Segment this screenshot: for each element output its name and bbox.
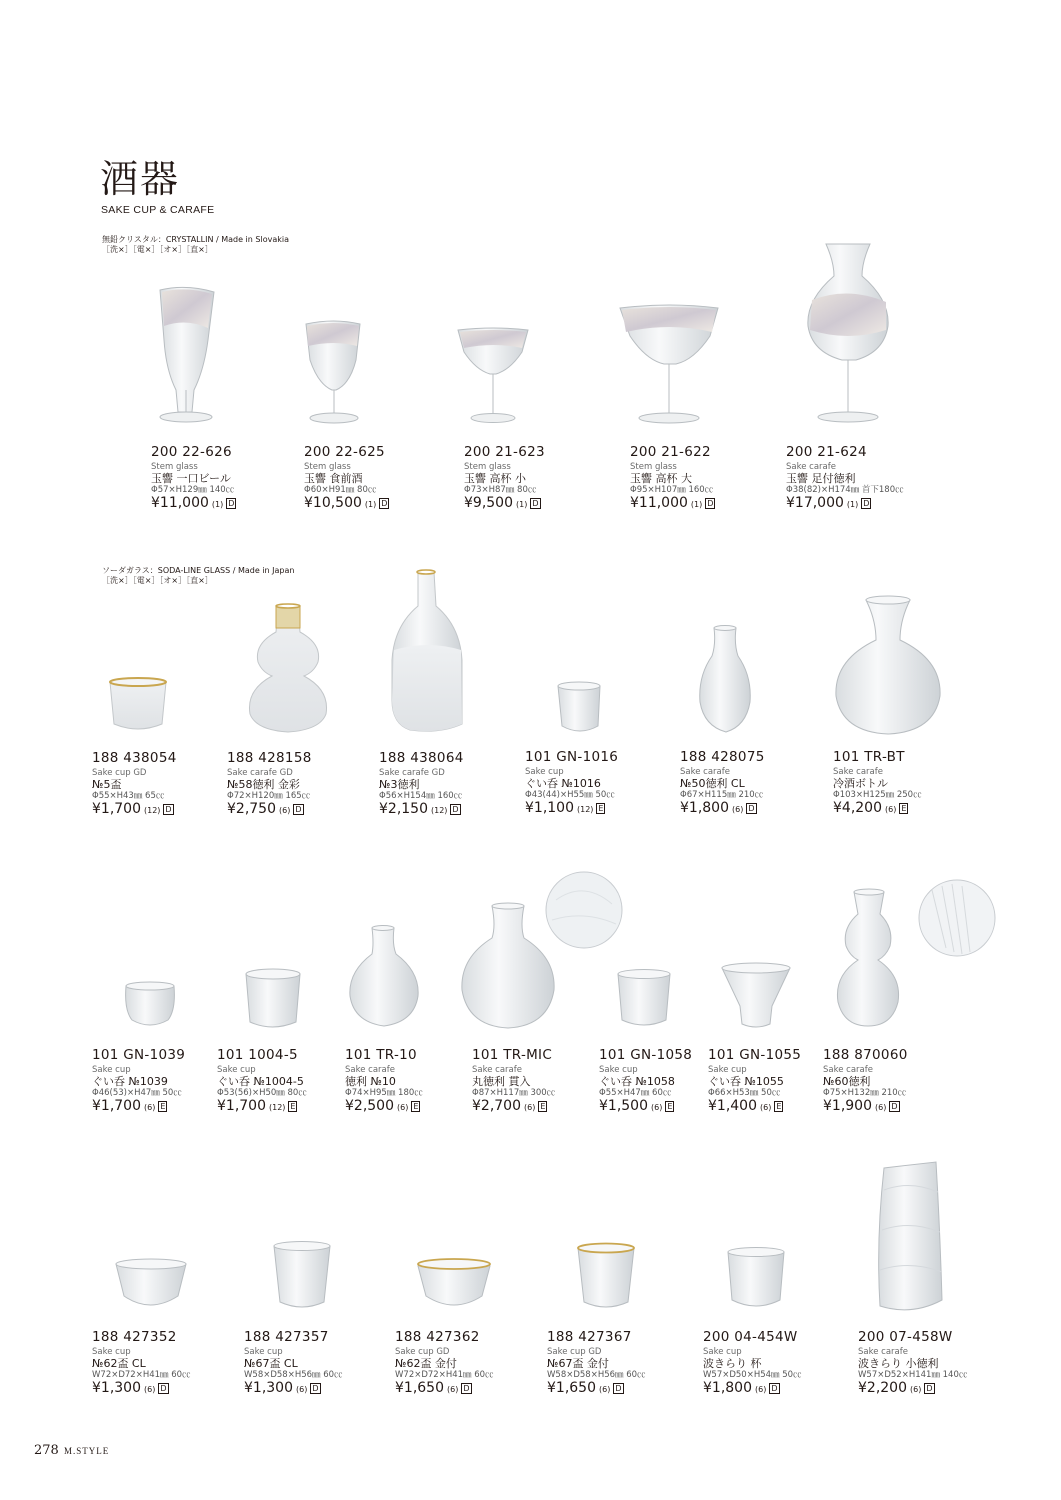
- product-name: 玉響 食前酒: [304, 472, 363, 485]
- detail-circle-870060: [919, 880, 995, 956]
- product-code: 101 GN-1058: [599, 1047, 693, 1063]
- product-name: №58徳利 金彩: [227, 778, 300, 791]
- product-price: ¥1,400: [708, 1098, 757, 1114]
- product-name: №62盃 金付: [395, 1357, 457, 1370]
- material-line: ソーダガラス：SODA-LINE GLASS / Made in Japan: [102, 566, 295, 575]
- product-101-gn-1039: [92, 1047, 185, 1116]
- glass-200-04-454w: [728, 1248, 784, 1307]
- product-name: №62盃 CL: [92, 1357, 146, 1370]
- grade-badge: D: [926, 1384, 933, 1393]
- product-name: ぐい呑 №1039: [92, 1075, 168, 1088]
- glass-101-gn-1055: [722, 963, 790, 1027]
- product-name: №50徳利 CL: [680, 777, 745, 790]
- grade-badge: E: [901, 804, 907, 813]
- grade-badge: E: [290, 1102, 296, 1111]
- glass-101-tr-bt: [836, 596, 940, 734]
- product-type: Stem glass: [630, 462, 677, 472]
- product-101-gn-1055: [708, 1047, 801, 1116]
- product-type: Sake carafe: [472, 1065, 522, 1075]
- product-code: 101 GN-1016: [525, 749, 619, 765]
- product-price: ¥2,200: [858, 1380, 907, 1396]
- product-price: ¥2,150: [379, 801, 428, 817]
- grade-badge: D: [381, 499, 388, 508]
- grade-badge: E: [413, 1102, 419, 1111]
- product-type: Sake carafe: [833, 767, 883, 777]
- product-name: 波きらり 小徳利: [858, 1357, 939, 1370]
- product-type: Stem glass: [464, 462, 511, 472]
- product-code: 188 427362: [395, 1329, 480, 1345]
- product-name: 玉響 足付徳利: [786, 472, 856, 485]
- grade-badge: D: [228, 499, 235, 508]
- product-type: Sake cup: [244, 1347, 283, 1357]
- product-188-427352: [92, 1329, 191, 1398]
- product-name: ぐい呑 №1058: [599, 1075, 675, 1088]
- grade-badge: D: [748, 804, 755, 813]
- product-qty: (6): [755, 1385, 767, 1394]
- product-code: 200 21-622: [630, 444, 711, 460]
- care-line: ［洗×］［電×］［オ×］［直×］: [102, 576, 213, 585]
- product-101-gn-1058: [599, 1047, 692, 1116]
- product-qty: (6): [397, 1103, 409, 1112]
- grade-badge: D: [463, 1384, 470, 1393]
- grade-badge: D: [532, 499, 539, 508]
- product-type: Sake cup GD: [547, 1347, 602, 1357]
- grade-badge: E: [776, 1102, 782, 1111]
- product-qty: (1): [690, 500, 703, 509]
- glass-188-427352: [116, 1259, 186, 1305]
- product-188-428158: [227, 750, 312, 819]
- product-qty: (6): [599, 1385, 611, 1394]
- product-price: ¥1,650: [547, 1380, 596, 1396]
- product-code: 101 TR-MIC: [472, 1047, 553, 1063]
- glass-101-gn-1039: [126, 982, 175, 1025]
- product-price: ¥1,700: [92, 1098, 141, 1114]
- product-qty: (6): [296, 1385, 308, 1394]
- product-type: Sake carafe GD: [227, 768, 293, 778]
- product-code: 188 870060: [823, 1047, 908, 1063]
- page-number: 278: [34, 1443, 59, 1458]
- grade-badge: D: [771, 1384, 778, 1393]
- page-subtitle: SAKE CUP & CARAFE: [101, 204, 215, 216]
- product-price: ¥1,500: [599, 1098, 648, 1114]
- product-type: Sake cup: [217, 1065, 256, 1075]
- product-code: 200 07-458W: [858, 1329, 953, 1345]
- product-type: Sake cup GD: [395, 1347, 450, 1357]
- product-200-22-626: [151, 444, 236, 513]
- product-size: Φ38(82)×H174㎜ 首下180㏄: [786, 485, 904, 495]
- product-price: ¥1,700: [92, 801, 141, 817]
- product-code: 200 04-454W: [703, 1329, 798, 1345]
- product-code: 101 GN-1039: [92, 1047, 186, 1063]
- product-size: Φ55×H43㎜ 65㏄: [92, 791, 165, 801]
- glass-200-21-623: [458, 328, 528, 423]
- grade-badge: D: [165, 805, 172, 814]
- product-price: ¥11,000: [630, 495, 688, 511]
- page-title: 酒器: [100, 157, 181, 201]
- glass-101-tr-mic: [462, 903, 554, 1028]
- detail-circle-tr-mic: [546, 872, 622, 948]
- product-code: 200 22-626: [151, 444, 232, 460]
- glass-188-428075: [700, 626, 751, 733]
- product-qty: (6): [279, 806, 291, 815]
- product-type: Sake cup: [599, 1065, 638, 1075]
- product-name: №67盃 金付: [547, 1357, 609, 1370]
- glass-101-gn-1016: [558, 682, 600, 731]
- product-200-21-624: [786, 444, 904, 513]
- glass-200-21-624: [808, 244, 888, 422]
- product-type: Stem glass: [304, 462, 351, 472]
- glass-188-427357: [274, 1242, 330, 1308]
- product-qty: (1): [211, 500, 224, 509]
- product-200-07-458w: [858, 1329, 967, 1398]
- product-type: Sake carafe: [823, 1065, 873, 1075]
- product-size: Φ73×H87㎜ 80㏄: [464, 485, 537, 495]
- product-code: 101 TR-10: [345, 1047, 417, 1063]
- product-188-870060: [823, 1047, 908, 1116]
- product-price: ¥1,800: [703, 1380, 752, 1396]
- product-code: 188 428158: [227, 750, 312, 766]
- product-qty: (12): [144, 806, 161, 815]
- product-size: Φ55×H47㎜ 60㏄: [599, 1088, 672, 1098]
- grade-badge: D: [160, 1384, 167, 1393]
- product-188-427367: [547, 1329, 646, 1398]
- product-size: Φ66×H53㎜ 50㏄: [708, 1088, 781, 1098]
- product-size: Φ43(44)×H55㎜ 50㏄: [525, 790, 615, 800]
- product-101-tr-10: [345, 1047, 423, 1116]
- product-price: ¥1,100: [525, 800, 574, 816]
- grade-badge: E: [667, 1102, 673, 1111]
- product-size: W72×D72×H41㎜ 60㏄: [395, 1370, 494, 1380]
- product-name: 波きらり 杯: [703, 1357, 762, 1370]
- grade-badge: D: [891, 1102, 898, 1111]
- product-188-438054: [92, 750, 177, 819]
- product-qty: (6): [651, 1103, 663, 1112]
- glass-188-427362: [418, 1259, 490, 1305]
- grade-badge: D: [295, 805, 302, 814]
- glass-200-22-626: [160, 287, 214, 422]
- product-name: 徳利 №10: [345, 1075, 396, 1088]
- product-qty: (6): [760, 1103, 772, 1112]
- product-price: ¥1,300: [244, 1380, 293, 1396]
- product-qty: (12): [431, 806, 448, 815]
- product-qty: (6): [910, 1385, 922, 1394]
- material-line: 無鉛クリスタル：CRYSTALLIN / Made in Slovakia: [102, 235, 289, 244]
- product-101-tr-mic: [472, 1047, 555, 1116]
- product-code: 200 21-624: [786, 444, 867, 460]
- product-type: Sake carafe: [345, 1065, 395, 1075]
- product-code: 200 22-625: [304, 444, 385, 460]
- product-qty: (1): [846, 500, 859, 509]
- product-code: 200 21-623: [464, 444, 545, 460]
- product-code: 101 TR-BT: [833, 749, 905, 765]
- care-line: ［洗×］［電×］［オ×］［直×］: [102, 245, 213, 254]
- product-size: Φ74×H95㎜ 180㏄: [345, 1088, 423, 1098]
- product-code: 188 427367: [547, 1329, 632, 1345]
- product-type: Stem glass: [151, 462, 198, 472]
- product-qty: (12): [269, 1103, 286, 1112]
- product-price: ¥1,300: [92, 1380, 141, 1396]
- product-qty: (12): [577, 805, 594, 814]
- product-price: ¥9,500: [464, 495, 513, 511]
- product-name: №5盃: [92, 778, 122, 791]
- glass-101-1004-5: [246, 969, 300, 1027]
- grade-badge: E: [540, 1102, 546, 1111]
- product-code: 188 438064: [379, 750, 464, 766]
- product-price: ¥11,000: [151, 495, 209, 511]
- product-size: W72×D72×H41㎜ 60㏄: [92, 1370, 191, 1380]
- grade-badge: D: [707, 499, 714, 508]
- glass-188-427367: [578, 1244, 634, 1308]
- grade-badge: E: [160, 1102, 166, 1111]
- product-name: №60徳利: [823, 1075, 871, 1088]
- glass-200-07-458w: [879, 1162, 942, 1310]
- glass-101-gn-1058: [618, 970, 670, 1026]
- product-qty: (1): [516, 500, 528, 509]
- product-size: Φ56×H154㎜ 160㏄: [379, 791, 463, 801]
- product-type: Sake cup: [708, 1065, 747, 1075]
- product-qty: (6): [524, 1103, 536, 1112]
- product-type: Sake cup: [92, 1347, 131, 1357]
- product-size: Φ103×H125㎜ 250㏄: [833, 790, 922, 800]
- product-qty: (6): [447, 1385, 459, 1394]
- product-type: Sake carafe: [786, 462, 836, 472]
- product-code: 188 427357: [244, 1329, 329, 1345]
- glass-200-22-625: [306, 321, 360, 423]
- product-qty: (6): [732, 805, 744, 814]
- product-price: ¥2,750: [227, 801, 276, 817]
- product-size: Φ87×H117㎜ 300㏄: [472, 1088, 556, 1098]
- product-type: Sake cup: [525, 767, 564, 777]
- product-name: ぐい呑 №1004-5: [217, 1075, 304, 1088]
- product-size: W57×D50×H54㎜ 50㏄: [703, 1370, 802, 1380]
- product-188-428075: [680, 749, 765, 818]
- product-size: Φ75×H132㎜ 210㏄: [823, 1088, 907, 1098]
- product-code: 101 GN-1055: [708, 1047, 802, 1063]
- product-name: 玉響 高杯 大: [630, 472, 692, 485]
- product-code: 101 1004-5: [217, 1047, 298, 1063]
- product-qty: (6): [875, 1103, 887, 1112]
- product-name: 玉響 高杯 小: [464, 472, 526, 485]
- product-type: Sake cup: [703, 1347, 742, 1357]
- product-size: W58×D58×H56㎜ 60㏄: [547, 1370, 646, 1380]
- product-name: ぐい呑 №1055: [708, 1075, 784, 1088]
- product-name: №3徳利: [379, 778, 420, 791]
- glass-188-870060: [837, 889, 898, 1026]
- glass-200-21-622: [620, 305, 718, 423]
- product-price: ¥2,700: [472, 1098, 521, 1114]
- product-size: Φ53(56)×H50㎜ 80㏄: [217, 1088, 307, 1098]
- product-code: 188 428075: [680, 749, 765, 765]
- grade-badge: D: [312, 1384, 319, 1393]
- product-price: ¥2,500: [345, 1098, 394, 1114]
- product-size: Φ57×H129㎜ 140㏄: [151, 485, 235, 495]
- product-price: ¥1,650: [395, 1380, 444, 1396]
- product-code: 188 427352: [92, 1329, 177, 1345]
- product-size: Φ46(53)×H47㎜ 50㏄: [92, 1088, 182, 1098]
- product-price: ¥1,800: [680, 800, 729, 816]
- product-188-438064: [379, 750, 464, 819]
- product-name: 玉響 一口ビール: [151, 472, 231, 485]
- grade-badge: D: [452, 805, 459, 814]
- product-size: Φ67×H115㎜ 210㏄: [680, 790, 764, 800]
- product-price: ¥4,200: [833, 800, 882, 816]
- product-size: W57×D52×H141㎜ 140㏄: [858, 1370, 968, 1380]
- glass-188-428158: [249, 604, 326, 732]
- product-101-1004-5: [217, 1047, 307, 1116]
- product-size: Φ60×H91㎜ 80㏄: [304, 485, 377, 495]
- product-qty: (6): [885, 805, 897, 814]
- product-101-gn-1016: [525, 749, 618, 818]
- glass-101-tr-10: [350, 926, 418, 1027]
- product-200-22-625: [304, 444, 389, 513]
- product-price: ¥17,000: [786, 495, 844, 511]
- product-type: Sake carafe GD: [379, 768, 445, 778]
- product-name: №67盃 CL: [244, 1357, 298, 1370]
- product-188-427362: [395, 1329, 494, 1398]
- product-size: Φ72×H120㎜ 165㏄: [227, 791, 311, 801]
- grade-badge: E: [598, 804, 604, 813]
- product-size: W58×D58×H56㎜ 60㏄: [244, 1370, 343, 1380]
- product-200-04-454w: [703, 1329, 802, 1398]
- product-name: 丸徳利 貫入: [472, 1075, 531, 1088]
- product-qty: (6): [144, 1385, 156, 1394]
- product-200-21-622: [630, 444, 715, 513]
- grade-badge: D: [615, 1384, 622, 1393]
- product-qty: (1): [364, 500, 377, 509]
- product-101-tr-bt: [833, 749, 922, 818]
- brand-name: M.STYLE: [64, 1446, 110, 1456]
- product-name: ぐい呑 №1016: [525, 777, 601, 790]
- product-size: Φ95×H107㎜ 160㏄: [630, 485, 714, 495]
- product-price: ¥10,500: [304, 495, 362, 511]
- glass-188-438054: [110, 678, 166, 729]
- glass-188-438064: [392, 570, 462, 731]
- product-price: ¥1,700: [217, 1098, 266, 1114]
- product-188-427357: [244, 1329, 343, 1398]
- grade-badge: D: [863, 499, 870, 508]
- product-type: Sake cup: [92, 1065, 131, 1075]
- product-type: Sake cup GD: [92, 768, 147, 778]
- product-name: 冷酒ボトル: [833, 777, 888, 790]
- product-200-21-623: [464, 444, 545, 513]
- product-qty: (6): [144, 1103, 156, 1112]
- product-type: Sake carafe: [858, 1347, 908, 1357]
- product-type: Sake carafe: [680, 767, 730, 777]
- product-price: ¥1,900: [823, 1098, 872, 1114]
- product-code: 188 438054: [92, 750, 177, 766]
